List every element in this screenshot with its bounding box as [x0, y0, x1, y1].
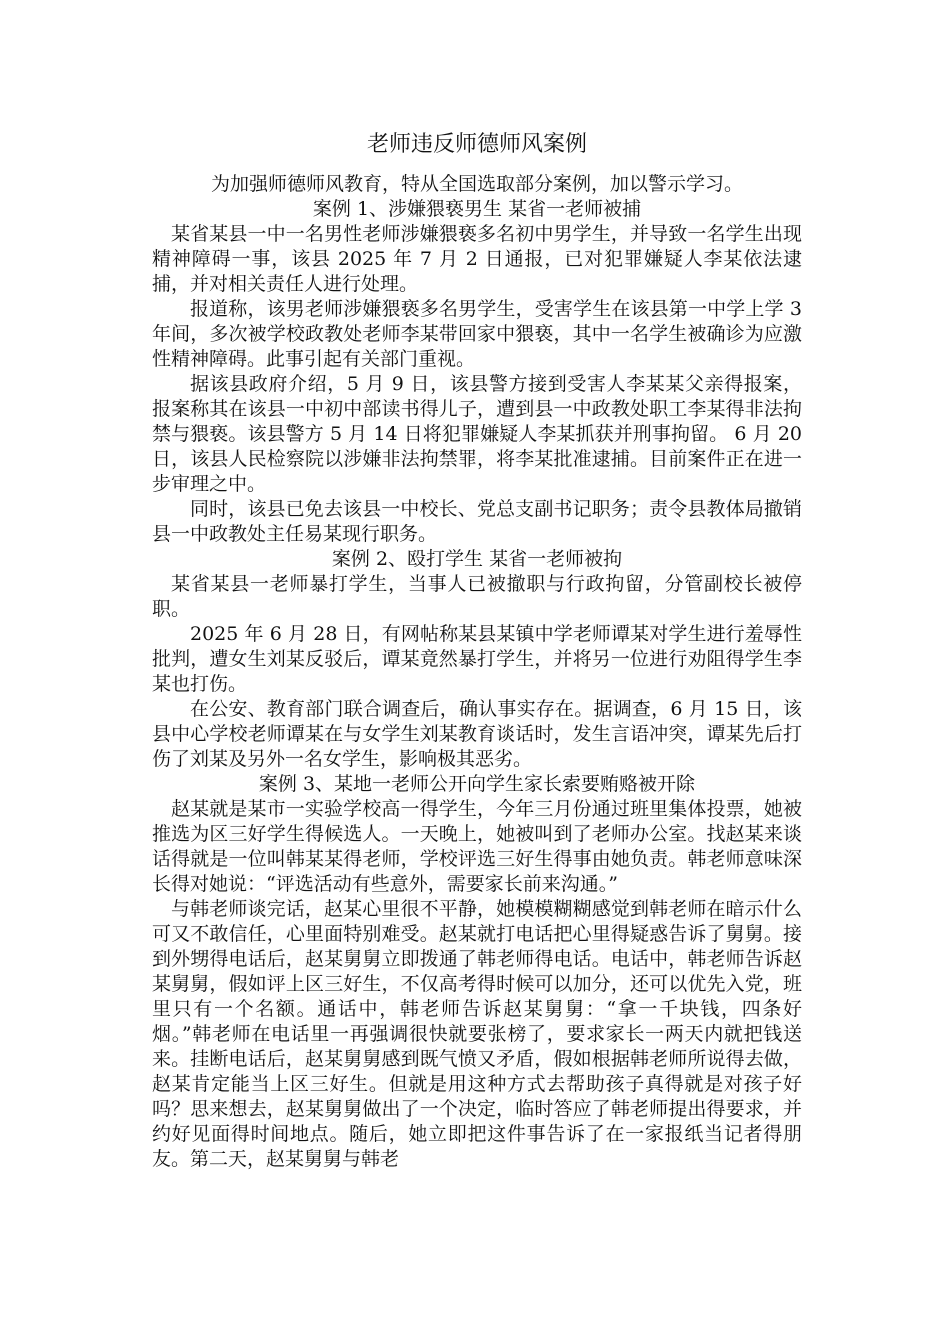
case-1-paragraph-4: 同时，该县已免去该县一中校长、党总支副书记职务；责令县教体局撤销县一中政教处主任易某现行职务。: [152, 498, 802, 545]
case-1-paragraph-1: 某省某县一中一名男性老师涉嫌猥亵多名初中男学生，并导致一名学生出现精神障碍一事，该县 2025 年 7 月 2 日通报，已对犯罪嫌疑人李某依法逮捕，并对相关责任人进行处理。: [152, 223, 802, 295]
case-1-heading: 案例 1、涉嫌猥亵男生 某省一老师被捕: [312, 198, 642, 220]
case-3: [152, 772, 802, 1172]
case-2-paragraph-1: 某省某县一老师暴打学生，当事人已被撤职与行政拘留，分管副校长被停职。: [152, 573, 802, 620]
intro-paragraph: 为加强师德师风教育，特从全国选取部分案例，加以警示学习。: [210, 173, 743, 195]
case-3-paragraph-2: 与韩老师谈完话，赵某心里很不平静，她模模糊糊感觉到韩老师在暗示什么可又不敢信任，心里面特别难受。赵某就打电话把心里得疑惑告诉了舅舅。接到外甥得电话后，赵某舅舅立即拨通了韩老师得电话。电话中，韩老师告诉赵某舅舅，假如评上区三好生，不仅高考得时候可以加分，还可以优先入党，班里只有一个名额。通话中，韩老师告诉赵某舅舅：“拿一千块钱，四条好烟。”韩老师在电话里一再强调很快就要张榜了，要求家长一两天内就把钱送来。挂断电话后，赵某舅舅感到既气愤又矛盾，假如根据韩老师所说得去做，赵某肯定能当上区三好生。但就是用这种方式去帮助孩子真得就是对孩子好吗？思来想去，赵某舅舅做出了一个决定，临时答应了韩老师提出得要求，并约好见面得时间地点。随后，她立即把这件事告诉了在一家报纸当记者得朋友。第二天，赵某舅舅与韩老: [152, 898, 802, 1170]
document-page: [152, 130, 802, 1172]
case-2-paragraph-3: 在公安、教育部门联合调查后，确认事实存在。据调查，6 月 15 日，该县中心学校老师谭某在与女学生刘某教育谈话时，发生言语冲突，谭某先后打伤了刘某及另外一名女学生，影响极其恶劣。: [152, 698, 802, 770]
case-1-paragraph-3: 据该县政府介绍，5 月 9 日，该县警方接到受害人李某某父亲得报案，报案称其在该县一中初中部读书得儿子，遭到县一中政教处职工李某得非法拘禁与猥亵。该县警方 5 月 14 日将犯罪嫌疑人李某抓获并刑事拘留。 6 月 20 日，该县人民检察院以涉嫌非法拘禁罪，将李某批准逮捕。目前案件正在进一步审理之中。: [152, 373, 802, 495]
case-1-paragraph-2: 报道称，该男老师涉嫌猥亵多名男学生，受害学生在该县第一中学上学 3 年间，多次被学校政教处老师李某带回家中猥亵，其中一名学生被确诊为应激性精神障碍。此事引起有关部门重视。: [152, 298, 802, 370]
case-2-heading: 案例 2、殴打学生 某省一老师被拘: [331, 548, 623, 570]
case-1: [152, 197, 802, 547]
case-2-paragraph-2: 2025 年 6 月 28 日，有网帖称某县某镇中学老师谭某对学生进行羞辱性批判，遭女生刘某反驳后，谭某竟然暴打学生，并将另一位进行劝阻得学生李某也打伤。: [152, 623, 802, 695]
document-title: 老师违反师德师风案例: [366, 132, 587, 157]
case-3-heading: 案例 3、某地一老师公开向学生家长索要贿赂被开除: [258, 773, 696, 795]
case-2: [152, 547, 802, 772]
case-3-paragraph-1: 赵某就是某市一实验学校高一得学生，今年三月份通过班里集体投票，她被推选为区三好学生得候选人。一天晚上，她被叫到了老师办公室。找赵某来谈话得就是一位叫韩某某得老师，学校评选三好生得事由她负责。韩老师意味深长得对她说：“评选活动有些意外，需要家长前来沟通。”: [152, 798, 802, 895]
